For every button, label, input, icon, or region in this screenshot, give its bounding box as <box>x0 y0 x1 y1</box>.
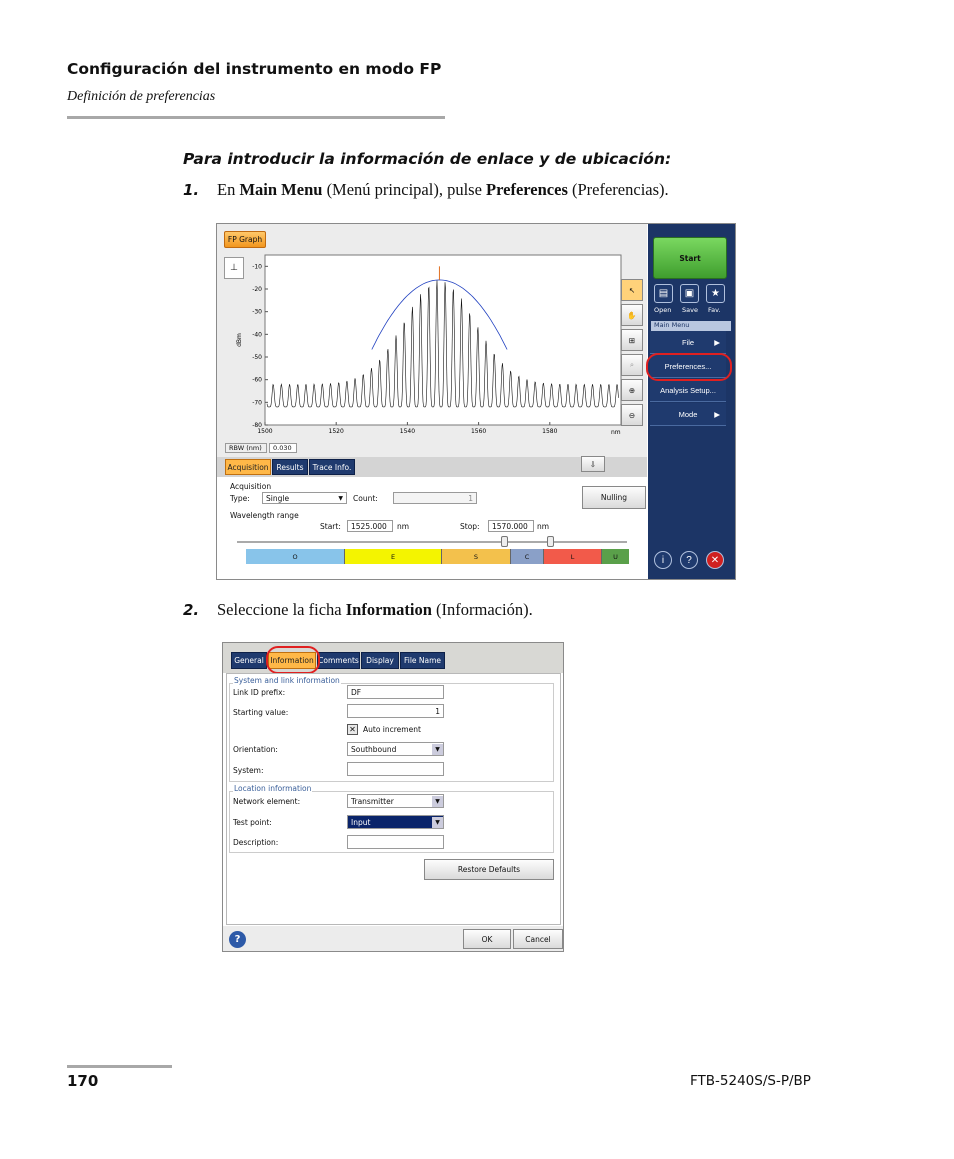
product-model: FTB-5240S/S-P/BP <box>690 1073 811 1089</box>
open-label: Open <box>654 306 672 314</box>
section-title: Configuración del instrumento en modo FP <box>67 60 442 78</box>
y-axis-unit: dBm <box>236 333 243 347</box>
tab-acquisition[interactable]: Acquisition <box>225 459 271 475</box>
start-unit: nm <box>397 522 410 531</box>
cancel-button[interactable]: Cancel <box>513 929 563 949</box>
band-u: U <box>613 552 618 561</box>
type-label: Type: <box>230 494 250 503</box>
y-tick-label: -10 <box>252 263 262 271</box>
zoom-area-icon[interactable]: ⊞ <box>621 329 643 351</box>
menu-mode[interactable]: Mode ▶ <box>650 403 726 426</box>
auto-increment-checkbox[interactable]: ✕ <box>347 724 358 735</box>
y-tick-label: -20 <box>252 286 262 293</box>
restore-defaults-button[interactable]: Restore Defaults <box>424 859 554 880</box>
y-tick-label: -70 <box>252 399 262 407</box>
information-tab-highlight <box>266 646 320 674</box>
step-bold: Information <box>345 600 432 619</box>
y-tick-label: -40 <box>252 331 262 339</box>
save-disk-icon[interactable]: ▣ <box>680 284 699 303</box>
type-select[interactable]: Single ▼ <box>262 492 347 504</box>
x-tick-label: 1540 <box>399 428 416 435</box>
step-text: En <box>217 180 240 199</box>
auto-increment-label: Auto increment <box>363 725 421 734</box>
fav-label: Fav. <box>708 306 721 314</box>
band-l: L <box>544 549 602 564</box>
orientation-label: Orientation: <box>233 745 278 754</box>
preferences-highlight <box>646 353 732 381</box>
count-label: Count: <box>353 494 378 503</box>
description-input[interactable] <box>347 835 444 849</box>
network-element-select[interactable]: Transmitter ▼ <box>347 794 444 808</box>
range-slider-start-handle[interactable] <box>501 536 508 547</box>
collapse-arrow-icon[interactable]: ⇩ <box>581 456 605 472</box>
rbw-value: 0.030 <box>269 443 297 453</box>
zoom-in-icon[interactable]: ⊕ <box>621 379 643 401</box>
description-label: Description: <box>233 838 279 847</box>
zoom-out-icon[interactable]: ⊖ <box>621 404 643 426</box>
info-icon[interactable]: i <box>654 551 672 569</box>
footer-rule <box>67 1065 172 1068</box>
tab-results[interactable]: Results <box>272 459 308 475</box>
nulling-button[interactable]: Nulling <box>582 486 646 509</box>
count-field[interactable]: 1 <box>393 492 477 504</box>
band-bar <box>246 549 629 564</box>
x-axis-unit: nm <box>611 429 621 436</box>
location-group-label: Location information <box>234 784 312 793</box>
menu-preferences[interactable]: Preferences... <box>650 355 726 378</box>
stop-field[interactable]: 1570.000 <box>488 520 534 532</box>
step-2 <box>183 600 533 620</box>
step-number: 1. <box>183 181 200 199</box>
band-c: C <box>511 549 544 564</box>
tab-comments[interactable]: Comments <box>317 652 360 669</box>
wavelength-range-label: Wavelength range <box>230 511 299 520</box>
starting-value-input[interactable]: 1 <box>347 704 444 718</box>
test-point-select[interactable]: Input ▼ <box>347 815 444 829</box>
x-tick-label: 1520 <box>328 428 344 435</box>
favorite-star-icon[interactable]: ★ <box>706 284 725 303</box>
test-point-label: Test point: <box>233 818 272 827</box>
start-button[interactable]: Start <box>653 237 727 279</box>
start-field[interactable]: 1525.000 <box>347 520 393 532</box>
step-text: (Preferencias). <box>567 180 669 199</box>
step-text: (Menú principal), pulse <box>322 180 487 199</box>
open-folder-icon[interactable]: ▤ <box>654 284 673 303</box>
y-tick-label: -60 <box>252 376 262 384</box>
step-number: 2. <box>183 601 200 619</box>
link-prefix-input[interactable]: DF <box>347 685 444 699</box>
step-text: Seleccione la ficha <box>217 600 346 619</box>
pan-icon[interactable]: ✋ <box>621 304 643 326</box>
x-tick-label: 1560 <box>470 428 487 435</box>
zoom-icon[interactable]: ⌕ <box>621 354 643 376</box>
starting-value-label: Starting value: <box>233 708 289 717</box>
stop-unit: nm <box>537 522 550 531</box>
preferences-dialog-screenshot <box>222 642 564 952</box>
chevron-down-icon: ▼ <box>432 744 443 755</box>
system-input[interactable] <box>347 762 444 776</box>
band-e: E <box>345 549 442 564</box>
band-o: O <box>246 549 345 564</box>
step-text: (Información). <box>431 600 533 619</box>
arrow-right-icon: ▶ <box>714 409 720 419</box>
system-label: System: <box>233 766 264 775</box>
graph-toolbar <box>621 279 645 424</box>
range-slider-stop-handle[interactable] <box>547 536 554 547</box>
tab-display[interactable]: Display <box>361 652 399 669</box>
step-1 <box>183 180 669 200</box>
help-icon[interactable]: ? <box>680 551 698 569</box>
save-label: Save <box>682 306 698 314</box>
chevron-down-icon: ▼ <box>432 796 443 807</box>
step-bold: Preferences <box>486 180 568 199</box>
menu-analysis-setup[interactable]: Analysis Setup... <box>650 379 726 402</box>
start-label: Start: <box>320 522 341 531</box>
orientation-select[interactable]: Southbound ▼ <box>347 742 444 756</box>
header-rule <box>67 116 445 119</box>
spectrum-chart <box>217 249 647 444</box>
procedure-heading: Para introducir la información de enlace y de ubicación: <box>183 150 672 168</box>
cursor-icon[interactable]: ↖ <box>621 279 643 301</box>
chevron-down-icon: ▼ <box>432 817 443 828</box>
tab-general[interactable]: General <box>231 652 267 669</box>
network-element-label: Network element: <box>233 797 301 806</box>
fp-graph-tab[interactable]: FP Graph <box>224 231 266 248</box>
system-group-label: System and link information <box>234 676 340 685</box>
rbw-label: RBW (nm) <box>225 443 267 453</box>
help-icon[interactable]: ? <box>229 931 246 948</box>
stop-label: Stop: <box>460 522 480 531</box>
marker-icon[interactable]: ⊥ <box>224 257 244 279</box>
acquisition-group-label: Acquisition <box>230 482 272 491</box>
range-slider-track[interactable] <box>237 541 627 543</box>
ok-button[interactable]: OK <box>463 929 511 949</box>
arrow-right-icon: ▶ <box>714 337 720 347</box>
section-subtitle: Definición de preferencias <box>67 89 216 104</box>
x-tick-label: 1500 <box>257 428 273 435</box>
y-tick-label: -80 <box>252 422 262 429</box>
menu-file[interactable]: File ▶ <box>650 331 726 354</box>
x-tick-label: 1580 <box>542 428 558 435</box>
tab-trace-info[interactable]: Trace Info. <box>309 459 355 475</box>
link-prefix-label: Link ID prefix: <box>233 688 286 697</box>
close-icon[interactable]: ✕ <box>706 551 724 569</box>
page-number: 170 <box>67 1072 99 1090</box>
tab-file-name[interactable]: File Name <box>400 652 445 669</box>
main-menu-header: Main Menu <box>651 321 731 331</box>
step-bold: Main Menu <box>239 180 323 199</box>
chevron-down-icon: ▼ <box>338 494 343 502</box>
band-s: S <box>442 549 511 564</box>
y-tick-label: -50 <box>252 354 262 361</box>
tab-information[interactable]: Information <box>268 652 316 669</box>
y-tick-label: -30 <box>252 308 262 316</box>
